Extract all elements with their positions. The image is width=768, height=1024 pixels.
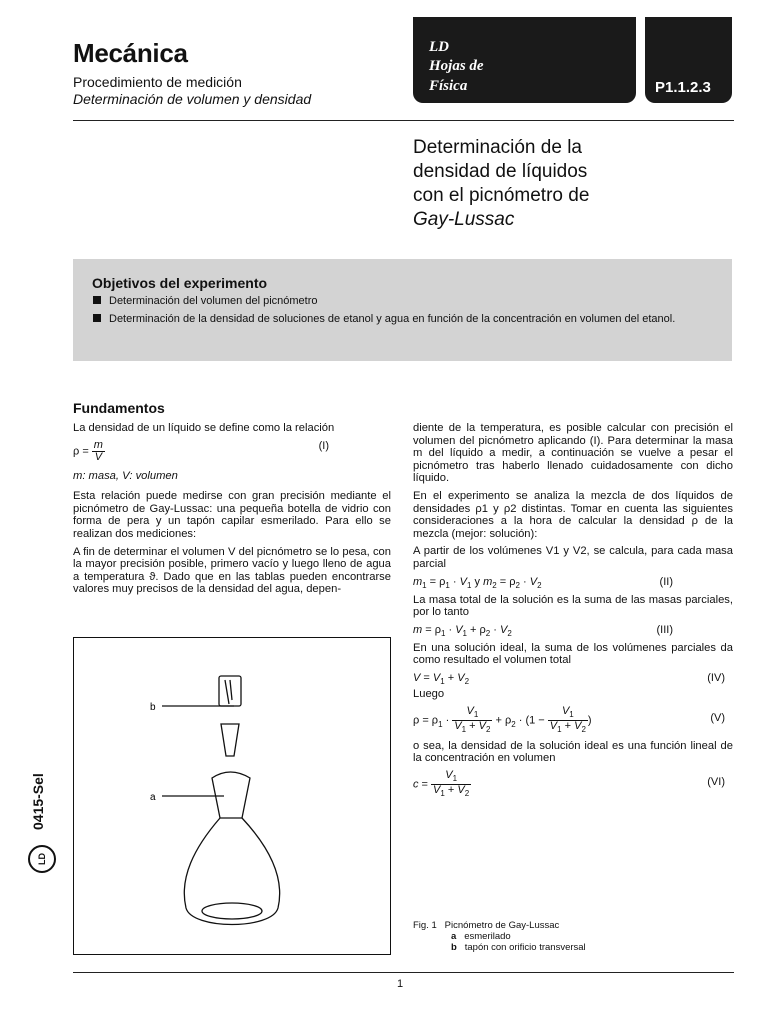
brand-line-1: LD — [429, 39, 449, 55]
caption-title: Fig. 1 Picnómetro de Gay-Lussac — [413, 920, 560, 931]
page-title: Mecánica — [73, 38, 188, 68]
brand-line-3: Física — [429, 78, 468, 94]
equation-number: (VI) — [707, 775, 725, 788]
luego-label: Luego — [413, 687, 445, 700]
paragraph: La masa total de la solución es la suma de las masas parciales, por lo tanto — [413, 593, 733, 619]
equation-number: (IV) — [707, 671, 725, 684]
document-title — [413, 136, 733, 232]
figure-box — [73, 637, 391, 955]
footer-rule — [73, 972, 734, 973]
objective-item: Determinación del volumen del picnómetro — [93, 295, 318, 307]
flask-base — [202, 903, 262, 919]
figure-label-a: a — [150, 792, 156, 803]
equation-1: ρ = $\frac{m}{V}$ (I) — [73, 438, 329, 463]
equation-number: (V) — [710, 711, 725, 724]
paragraph: A partir de los volúmenes V1 y V2, se calcula, para cada masa parcial — [413, 545, 733, 570]
paragraph: En una solución ideal, la suma de los volúmenes parciales da como resultado el volumen total — [413, 641, 733, 667]
right-column — [413, 422, 733, 802]
document-title-line-2: densidad de líquidos — [413, 161, 588, 182]
document-title-line-4: Gay-Lussac — [413, 209, 515, 230]
equation-number: (I) — [318, 439, 329, 452]
bullet-square-icon — [93, 314, 101, 322]
equation-3: $m = \rho_1 \cdot V_1 + \rho_2 \cdot V_2$ (III) — [413, 623, 673, 638]
page-number: 1 — [397, 978, 404, 990]
flask-neck — [212, 772, 250, 818]
paragraph: La densidad de un líquido se define como la relación — [73, 422, 335, 434]
ld-logo-icon: LD — [28, 845, 56, 873]
caption-legend-b: b tapón con orificio transversal — [451, 942, 586, 953]
header-rule — [73, 120, 734, 121]
section-heading: Fundamentos — [73, 400, 165, 416]
paragraph: diente de la temperatura, es posible calcular con precisión el volumen del picnómetro aplicando (I). Para determinar la masa m del líquido a medir, a continuación se vuelve a pesar el picnómetro tras haberlo llenado cuidadosamente con dicho líquido. — [413, 422, 733, 485]
document-code: P1.1.2.3 — [655, 79, 711, 96]
variables-note: m: masa, V: volumen — [73, 469, 178, 482]
brand-tab — [413, 17, 636, 103]
equation-5: $\rho = \rho_1$ · $\frac{V_1}{V_1 + V_2}$ + $\rho_2 \cdot (1$ − $\frac{V_1}{V_1 + V_2}$ ) (V) — [413, 704, 725, 734]
bullet-square-icon — [93, 296, 101, 304]
stopper-ground — [221, 724, 239, 756]
side-code: 0415-Sel — [30, 773, 46, 830]
paragraph: Esta relación puede medirse con gran precisión mediante el picnómetro de Gay-Lussac: una pequeña botella de vidrio con forma de pera y un tapón capilar esmerilado. Para ello se realizan dos mediciones: — [73, 490, 391, 540]
equation-number: (III) — [656, 623, 673, 636]
paragraph: o sea, la densidad de la solución ideal es una función lineal de la concentración en volumen — [413, 739, 733, 765]
document-title-line-3: con el picnómetro de — [413, 185, 590, 206]
figure-label-b: b — [150, 702, 156, 713]
equation-number: (II) — [659, 575, 673, 588]
equation-2: $m_1 = \rho_1 \cdot V_1$ y $m_2 = \rho_2 \cdot V_2$ (II) — [413, 575, 673, 590]
paragraph: A fin de determinar el volumen V del picnómetro se lo pesa, con la mayor precisión posible, primero vacío y luego lleno de agua a temperatura ϑ. Dado que en las tablas pueden encontrarse valores muy precisos de la densidad del agua, depen- — [73, 545, 391, 596]
figure-caption — [413, 920, 586, 953]
objectives-box — [73, 259, 732, 361]
left-column — [73, 422, 391, 601]
equation-6: c = $\frac{V_1}{V_1 + V_2}$ (VI) — [413, 768, 725, 799]
objective-item: Determinación de la densidad de soluciones de etanol y agua en función de la concentración en volumen del etanol. — [93, 313, 675, 325]
equation-4: $V = V_1 + V_2$ (IV) — [413, 671, 725, 687]
flask-body — [184, 818, 279, 925]
brand-line-2: Hojas de — [429, 58, 484, 74]
subtitle-topic: Determinación de volumen y densidad — [73, 91, 312, 107]
pycnometer-drawing — [74, 638, 390, 954]
code-tab — [645, 17, 732, 103]
subtitle-procedure: Procedimiento de medición — [73, 74, 242, 90]
caption-legend-a: a esmerilado — [451, 931, 511, 942]
paragraph: En el experimento se analiza la mezcla de dos líquidos de densidades ρ1 y ρ2 distintas. Tomar en cuenta las siguientes consideraciones a la hora de calcular la densidad ρ de la mezcla (mejor: solución): — [413, 489, 733, 540]
document-title-line-1: Determinación de la — [413, 137, 582, 158]
objectives-heading: Objetivos del experimento — [92, 275, 268, 291]
